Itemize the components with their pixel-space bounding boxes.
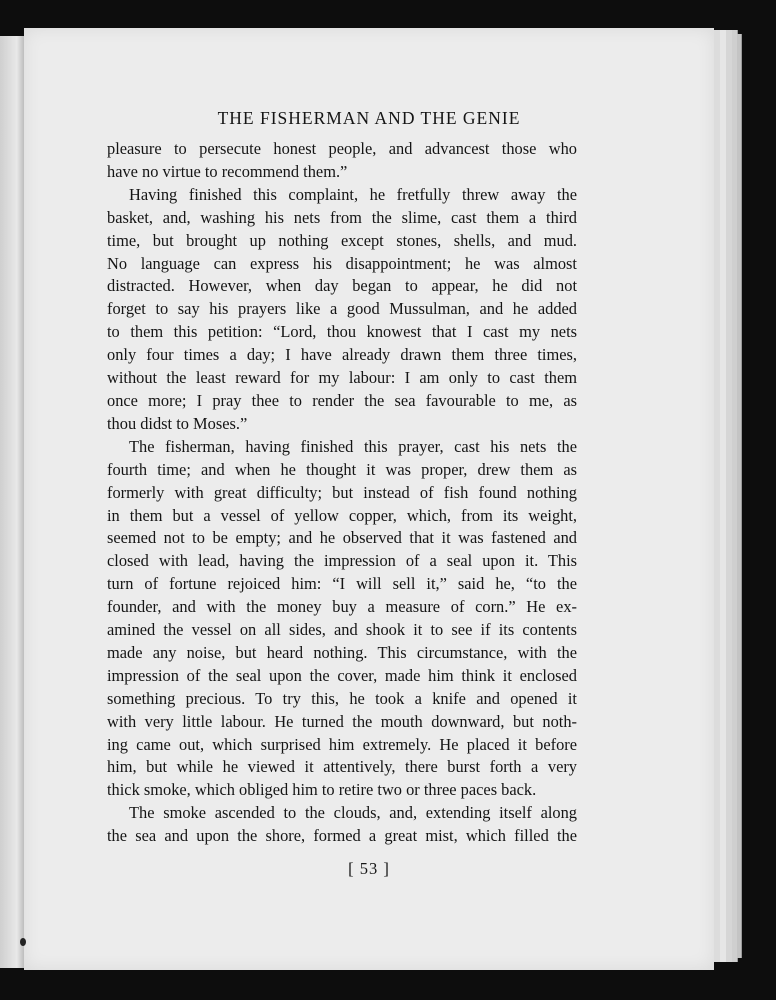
text-line: amined the vessel on all sides, and shook it to see if its contents	[107, 620, 577, 640]
text-line: basket, and, washing his nets from the slime, cast them a third	[107, 207, 577, 227]
text-line: made any noise, but heard nothing. This circumstance, with the	[107, 642, 577, 662]
ink-speck	[20, 938, 26, 946]
text-line: in them but a vessel of yellow copper, which, from its weight,	[107, 505, 577, 525]
text-line: fourth time; and when he thought it was proper, drew them as	[107, 459, 577, 479]
text-line: thou didst to Moses.”	[107, 413, 248, 433]
text-line: distracted. However, when day began to appear, he did not	[107, 276, 577, 296]
text-line: thick smoke, which obliged him to retire two or three paces back.	[107, 780, 537, 800]
text-line: The fisherman, having finished this prayer, cast his nets the	[129, 436, 577, 456]
text-line: ing came out, which surprised him extremely. He placed it before	[107, 734, 577, 754]
text-line: without the least reward for my labour: I am only to cast them	[107, 368, 577, 388]
text-line: pleasure to persecute honest people, and advancest those who	[107, 139, 577, 158]
text-line: the sea and upon the shore, formed a great mist, which filled the	[107, 826, 577, 846]
text-line: seemed not to be empty; and he observed that it was fastened and	[107, 528, 577, 548]
text-line: to them this petition: “Lord, thou knowest that I cast my nets	[107, 322, 577, 342]
text-line: founder, and with the money buy a measure of corn.” He ex-	[107, 597, 577, 617]
text-line: something precious. To try this, he took a knife and opened it	[107, 688, 577, 708]
text-line: once more; I pray thee to render the sea favourable to me, as	[107, 390, 577, 410]
text-line: time, but brought up nothing except stones, shells, and mud.	[107, 230, 577, 250]
book-page	[24, 28, 714, 970]
text-line: No language can express his disappointment; he was almost	[107, 253, 577, 273]
text-line: turn of fortune rejoiced him: “I will sell it,” said he, “to the	[107, 574, 577, 594]
text-line: have no virtue to recommend them.”	[107, 161, 348, 181]
text-line: formerly with great difficulty; but instead of fish found nothing	[107, 482, 577, 502]
text-line: him, but while he viewed it attentively, there burst forth a very	[107, 757, 577, 777]
page-stack-edge	[737, 34, 742, 958]
text-line: The smoke ascended to the clouds, and, extending itself along	[129, 803, 577, 823]
body-text	[107, 138, 577, 848]
text-line: with very little labour. He turned the mouth downward, but noth-	[107, 711, 577, 731]
text-line: closed with lead, having the impression of a seal upon it. This	[107, 551, 577, 571]
facing-page-edge	[0, 36, 25, 968]
text-line: only four times a day; I have already drawn them three times,	[107, 345, 577, 365]
page-number: [ 53 ]	[348, 859, 390, 878]
text-line: Having finished this complaint, he fretfully threw away the	[129, 184, 577, 204]
running-head: THE FISHERMAN AND THE GENIE	[217, 108, 521, 128]
text-line: impression of the seal upon the cover, made him think it enclosed	[107, 665, 577, 685]
text-line: forget to say his prayers like a good Mussulman, and he added	[107, 299, 577, 319]
